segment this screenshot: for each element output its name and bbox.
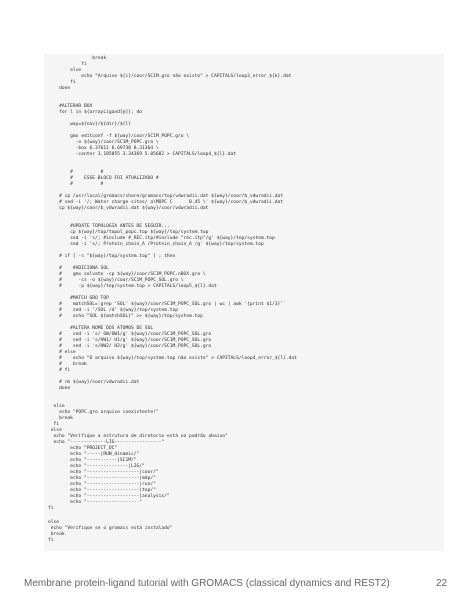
code-line: echo "-----|RUN_dinamic/" bbox=[48, 452, 140, 457]
code-line: #ALTERA NOME DOS ATOMOS DE SOL bbox=[48, 326, 154, 331]
code-line: fi bbox=[48, 62, 87, 67]
code-line: #UPDATE TOPOLOGIA ANTES DE SEGUIR... bbox=[48, 224, 170, 229]
code-line: else bbox=[48, 68, 82, 73]
code-line: # sed -i 's/HW1/ H1/g' ${way}/coor/SC1M_POPC_SOL.gro bbox=[48, 338, 212, 343]
code-line: way=${nav}/${dir}/${l} bbox=[48, 122, 131, 127]
code-line: else bbox=[48, 404, 65, 409]
code-line: done bbox=[48, 86, 71, 91]
code-line: fi bbox=[48, 422, 60, 427]
code-line: # # bbox=[48, 170, 104, 175]
code-line: done bbox=[48, 386, 71, 391]
code-line: echo "-----------|SC1M/" bbox=[48, 458, 137, 463]
code-line: echo "-------------------|run/" bbox=[48, 482, 156, 487]
code-line: #MATCH GRO TOP bbox=[48, 296, 109, 301]
code-line: # rm ${way}/coor/vdwradii.dat bbox=[48, 380, 140, 385]
code-line: echo "-------------LIG-----------------" bbox=[48, 440, 165, 445]
code-line: # sed -i 's/HW2/ H2/g' ${way}/coor/SC1M_POPC_SOL.gro bbox=[48, 344, 212, 349]
code-line: else bbox=[48, 428, 62, 433]
code-line: # matchSOL=`grep 'SOL' ${way}/coor/SC1M_POPC_SOL.gro | wc | awk '{print $1/3}'` bbox=[48, 302, 286, 307]
code-line: fi bbox=[48, 80, 76, 85]
code-line: sed -i 's/; Protein_chain_A /Protein_chain_A /g' ${way}/top/system.top bbox=[48, 242, 264, 247]
code-line: # sed -i '/SOL /d' ${way}/top/system.top bbox=[48, 308, 178, 313]
code-line: # break bbox=[48, 362, 87, 367]
code-line: cp ${way}/coor/b_vdwradii.dat ${way}/coor/vdwradii.dat bbox=[48, 206, 209, 211]
code-line: sed -i 's/; #include #_REC.itp/#include "rec.itp"/g' ${way}/top/system.top bbox=[48, 236, 275, 241]
code-line: # -cs -o ${way}/coor/SC1M_POPC_SOL.gro \ bbox=[48, 278, 184, 283]
code-line: cp ${way}/top/topol_popc.top ${way}/top/system.top bbox=[48, 230, 209, 235]
code-line: break bbox=[48, 416, 73, 421]
code-line: -box 6.37611 6.69738 8.31364 \ bbox=[48, 146, 159, 151]
code-line: # echo "SOL ${matchSOL}" >> ${way}/top/system.top bbox=[48, 314, 203, 319]
code-line: echo "POPC.gro arquivo inexistente!" bbox=[48, 410, 159, 415]
code-line: echo "-------------------" bbox=[48, 500, 143, 505]
code-line: gmx editconf -f ${way}/coor/SC1M_POPC.gro \ bbox=[48, 134, 190, 139]
code-line: echo "---------------|LIG/" bbox=[48, 464, 145, 469]
code-line: # fi bbox=[48, 368, 71, 373]
code-line: fi bbox=[48, 538, 54, 543]
code-line: # -p ${way}/top/system.top > CAPITALS/loop5_${l}.dat bbox=[48, 284, 217, 289]
code-line: -center 3.185055 3.34369 5.05682 > CAPITALS/loop4_${l}.dat bbox=[48, 152, 237, 157]
code-line: # echo "O arquivo ${way}/top/system.top não existe" > CAPITALS/loop4_error_${l}.dat bbox=[48, 356, 297, 361]
code-line: # else bbox=[48, 350, 76, 355]
code-line: # ESSE BLOCO FOI ATUALIZADO # bbox=[48, 176, 159, 181]
code-line: # cp /usr/local/gromacs/share/gromacs/top/vdwradii.dat ${way}/coor/b_vdwradii.dat bbox=[48, 194, 284, 199]
page-number: 22 bbox=[436, 578, 448, 589]
code-line: echo "Verifique a estrutura de diretorio está no padrão abaixo" bbox=[48, 434, 228, 439]
code-line: #ALTERAR BOX bbox=[48, 104, 93, 109]
code-line: -o ${way}/coor/SC1M_POPC.gro \ bbox=[48, 140, 159, 145]
code-line: echo "Verifique se o gromacs está instalado" bbox=[48, 526, 173, 531]
code-line: fi bbox=[48, 506, 54, 511]
code-line: # gmx solvate -cp ${way}/coor/SC1M_POPC.nBOX.gro \ bbox=[48, 272, 206, 277]
code-line: break bbox=[48, 532, 65, 537]
code-line: else bbox=[48, 520, 60, 525]
code-line: # sed -i 's/ OW/OW1/g' ${way}/coor/SC1M_POPC_SOL.gro bbox=[48, 332, 212, 337]
footer-title: Membrane protein-ligand tutorial with GROMACS (classical dynamics and REST2) bbox=[24, 578, 390, 589]
code-line: # # bbox=[48, 182, 104, 187]
code-line: echo "-------------------|mdp/" bbox=[48, 476, 156, 481]
code-line: echo "Arquivo ${i}/coor/SC1M.gro não existe" > CAPITALS/loop3_error_${k}.dat bbox=[48, 74, 292, 79]
code-line: echo "-------------------|coor/" bbox=[48, 470, 159, 475]
code-line: # if [ -s "${way}/top/system.top" ] ; then bbox=[48, 254, 176, 259]
code-line: echo "-------------------|analysis/" bbox=[48, 494, 170, 499]
code-line: echo "PROJECT_DC" bbox=[48, 446, 118, 451]
code-line: break bbox=[48, 56, 107, 61]
code-line: # sed -i '/; Water charge sites/ a\MOPC C 0.45 \' ${way}/coor/b_vdwradii.dat bbox=[48, 200, 284, 205]
code-line: for l in ${arrayLigand[@]}; do bbox=[48, 110, 143, 115]
code-line: echo "-------------------|top/" bbox=[48, 488, 156, 493]
code-line: # #ADICIONA SOL bbox=[48, 266, 109, 271]
